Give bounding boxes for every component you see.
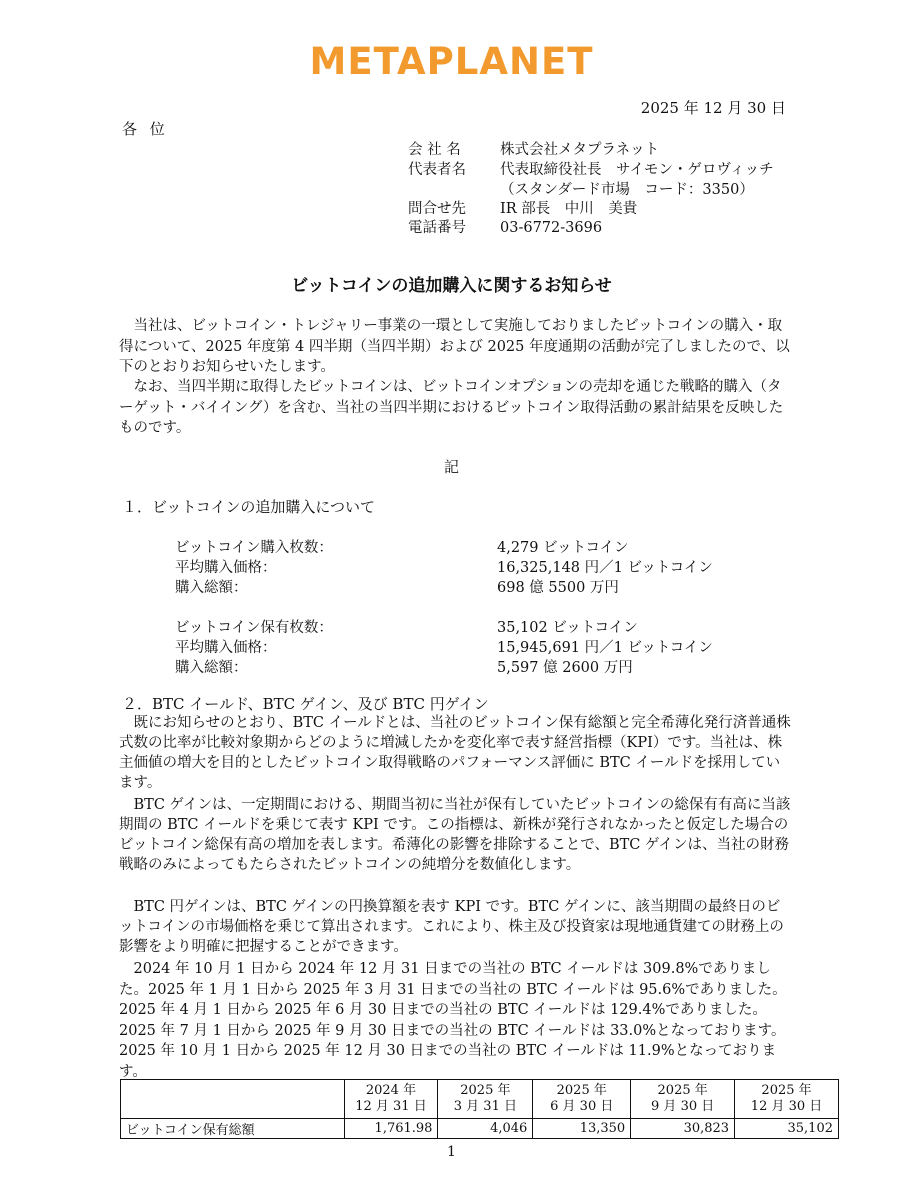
kv-value: 4,279 ビットコイン xyxy=(497,540,629,556)
btc-gain-paragraph: BTC ゲインは、一定期間における、期間当初に当社が保有していたビットコインの総保有有高に当該期間の BTC イールドを乗じて表す KPI です。この指標は、新株が発行されなかったと仮定した場合のビットコイン総保有高の増加を表します。希薄化の影響を排除することで、BTC ゲインは、当社の財務戦略のみによってもたらされたビットコインの純増分を数値化します。 xyxy=(119,797,791,873)
table-header-cell: 2025 年 12 月 30 日 xyxy=(735,1080,839,1119)
info-label: 代表者名 xyxy=(408,162,466,178)
representative-row xyxy=(408,158,774,179)
btc-yield-history-paragraph: 2024 年 10 月 1 日から 2024 年 12 月 31 日までの当社の BTC イールドは 309.8%でありました。2025 年 1 月 1 日から 2025 年 3 月 31 日までの当社の BTC イールドは 95.6%でありました。2025 年 4 月 1 日から 2025 年 6 月 30 日までの当社の BTC イールドは 129.4%でありました。2025 年 7 月 1 日から 2025 年 9 月 30 日までの当社の BTC イールドは 33.0%となっております。2025 年 10 月 1 日から 2025 年 12 月 30 日までの当社の BTC イールドは 11.9%となっております。 xyxy=(119,961,787,1080)
kv-value: 698 億 5500 万円 xyxy=(497,580,619,596)
intro-paragraph: 当社は、ビットコイン・トレジャリー事業の一環として実施しておりましたビットコインの購入・取得について、2025 年度第 4 四半期（当四半期）および 2025 年度通期の活動が完了しましたので、以下のとおりお知らせいたします。 xyxy=(119,318,790,375)
document-date: 2025 年 12 月 30 日 xyxy=(640,99,786,117)
kv-label: 購入総額： xyxy=(175,580,248,596)
btc-holdings-table xyxy=(120,1079,839,1139)
kv-value: 16,325,148 円／1 ビットコイン xyxy=(497,560,713,576)
table-header-cell: 2025 年 6 月 30 日 xyxy=(533,1080,631,1119)
info-value: 代表取締役社長 サイモン・ゲロヴィッチ xyxy=(500,162,774,178)
btc-yen-gain-paragraph: BTC 円ゲインは、BTC ゲインの円換算額を表す KPI です。BTC ゲインに、該当期間の最終日のビットコインの市場価格を乗じて算出されます。これにより、株主及び投資家は現地通貨建ての財務上の影響をより明確に把握することができます。 xyxy=(119,899,784,955)
kv-value: 35,102 ビットコイン xyxy=(497,620,638,636)
info-value: （スタンダード市場 コード：3350） xyxy=(500,182,754,198)
info-label: 電話番号 xyxy=(408,220,466,236)
contact-row xyxy=(408,197,637,218)
table-row xyxy=(121,1119,839,1139)
kv-label: 平均購入価格： xyxy=(175,640,277,656)
btc-yield-paragraph: 既にお知らせのとおり、BTC イールドとは、当社のビットコイン保有総額と完全希薄化発行済普通株式数の比率が比較対象期からどのように増減したかを変化率で表す経営指標（KPI）です。当社は、株主価値の増大を目的としたビットコイン取得戦略のパフォーマンス評価に BTC イールドを採用しています。 xyxy=(119,715,791,791)
table-header-row xyxy=(121,1080,839,1119)
section-2-heading: ２．BTC イールド、BTC ゲイン、及び BTC 円ゲイン xyxy=(122,695,489,713)
table-cell: 30,823 xyxy=(631,1119,735,1139)
company-logo: METAPLANET xyxy=(309,40,594,83)
table-header-cell: 2025 年 3 月 31 日 xyxy=(438,1080,533,1119)
kv-label: ビットコイン保有枚数： xyxy=(175,620,333,636)
table-header-cell: 2024 年 12 月 31 日 xyxy=(344,1080,438,1119)
document-title: ビットコインの追加購入に関するお知らせ xyxy=(291,276,612,296)
kv-value: 15,945,691 円／1 ビットコイン xyxy=(497,640,713,656)
table-cell: 35,102 xyxy=(735,1119,839,1139)
table-row-label: ビットコイン保有総額 xyxy=(121,1119,345,1139)
table-cell: 13,350 xyxy=(533,1119,631,1139)
table-cell: 1,761.98 xyxy=(344,1119,438,1139)
info-value: 株式会社メタプラネット xyxy=(500,142,660,158)
intro-paragraph: なお、当四半期に取得したビットコインは、ビットコインオプションの売却を通じた戦略的購入（ターゲット・バイイング）を含む、当社の当四半期におけるビットコイン取得活動の累計結果を反映したものです。 xyxy=(119,379,784,436)
ki-marker: 記 xyxy=(443,458,459,476)
kv-value: 5,597 億 2600 万円 xyxy=(497,660,633,676)
kv-label: 平均購入価格： xyxy=(175,560,277,576)
phone-row xyxy=(408,216,602,237)
market-code-row xyxy=(408,178,754,199)
table-header-cell: 2025 年 9 月 30 日 xyxy=(631,1080,735,1119)
addressee: 各 位 xyxy=(122,120,169,138)
company-name-row xyxy=(408,138,659,159)
kv-label: 購入総額： xyxy=(175,660,248,676)
page-number: 1 xyxy=(447,1144,456,1160)
info-value: 03-6772-3696 xyxy=(500,220,603,236)
info-label: 会 社 名 xyxy=(408,142,461,158)
info-value: IR 部長 中川 美貴 xyxy=(500,201,638,217)
table-corner-cell xyxy=(121,1080,345,1119)
info-label: 問合せ先 xyxy=(408,201,466,217)
kv-label: ビットコイン購入枚数： xyxy=(175,540,333,556)
table-cell: 4,046 xyxy=(438,1119,533,1139)
section-1-heading: １．ビットコインの追加購入について xyxy=(122,498,376,516)
